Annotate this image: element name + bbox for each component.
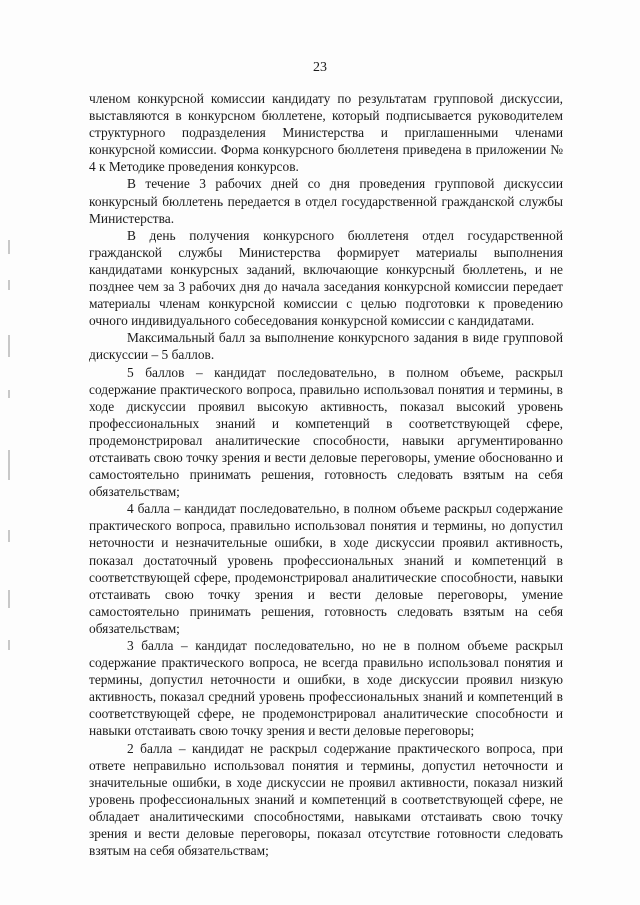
page-number: 23	[313, 60, 327, 75]
body-text	[89, 90, 563, 859]
paragraph-continuation: членом конкурсной комиссии кандидату по результатам групповой дискуссии, выставляются в конкурсном бюллетене, который подписывается руководителем структурного подразделения Министерства и приглашенными членами конкурсной комиссии. Форма конкурсного бюллетеня приведена в приложении № 4 к Методике проведения конкурсов.	[89, 91, 563, 175]
paragraph-max-score: Максимальный балл за выполнение конкурсного задания в виде групповой дискуссии – 5 баллов.	[89, 330, 563, 363]
scan-margin-marks	[8, 240, 11, 660]
paragraph-score-5: 5 баллов – кандидат последовательно, в полном объеме, раскрыл содержание практического вопроса, правильно использовал понятия и термины, в ходе дискуссии проявил высокую активность, показал высокий уровень профессиональных знаний и компетенций в соответствующей сфере, продемонстрировал аналитические способности, навыки аргументированно отстаивать свою точку зрения и вести деловые переговоры, умение обоснованно и самостоятельно принимать решения, готовность следовать взятым на себя обязательствам;	[89, 364, 563, 500]
paragraph-bulletin-transfer: В течение 3 рабочих дней со дня проведения групповой дискуссии конкурсный бюллетень передается в отдел государственной гражданской службы Министерства.	[89, 176, 563, 226]
paragraph-materials-formation: В день получения конкурсного бюллетеня отдел государственной гражданской службы Министерства формирует материалы выполнения кандидатами конкурсных заданий, включающие конкурсный бюллетень, и не позднее чем за 3 рабочих дня до начала заседания конкурсной комиссии передает материалы членам конкурсной комиссии с целью подготовки к проведению очного индивидуального собеседования конкурсной комиссии с кандидатами.	[89, 227, 563, 329]
paragraph-score-2: 2 балла – кандидат не раскрыл содержание практического вопроса, при ответе неправильно использовал понятия и термины, допустил неточности и значительные ошибки, в ходе дискуссии не проявил активности, показал низкий уровень профессиональных знаний и компетенций в соответствующей сфере, не обладает аналитическими способностями, навыками отстаивать свою точку зрения и вести деловые переговоры, показал отсутствие готовности следовать взятым на себя обязательствам;	[89, 740, 563, 859]
paragraph-score-3: 3 балла – кандидат последовательно, но не в полном объеме раскрыл содержание практического вопроса, не всегда правильно использовал понятия и термины, допустил неточности и ошибки, в ходе дискуссии проявил низкую активность, показал средний уровень профессиональных знаний и компетенций в соответствующей сфере, не продемонстрировал аналитические способности и навыки отстаивать свою точку зрения и вести деловые переговоры;	[89, 638, 563, 739]
paragraph-score-4: 4 балла – кандидат последовательно, в полном объеме раскрыл содержание практического вопроса, правильно использовал понятия и термины, но допустил неточности и незначительные ошибки, в ходе дискуссии проявил активность, показал достаточный уровень профессиональных знаний и компетенций в соответствующей сфере, продемонстрировал аналитические способности, навыки отстаивать свою точку зрения и вести деловые переговоры, умение самостоятельно принимать решения, готовность следовать взятым на себя обязательствам;	[89, 501, 563, 636]
